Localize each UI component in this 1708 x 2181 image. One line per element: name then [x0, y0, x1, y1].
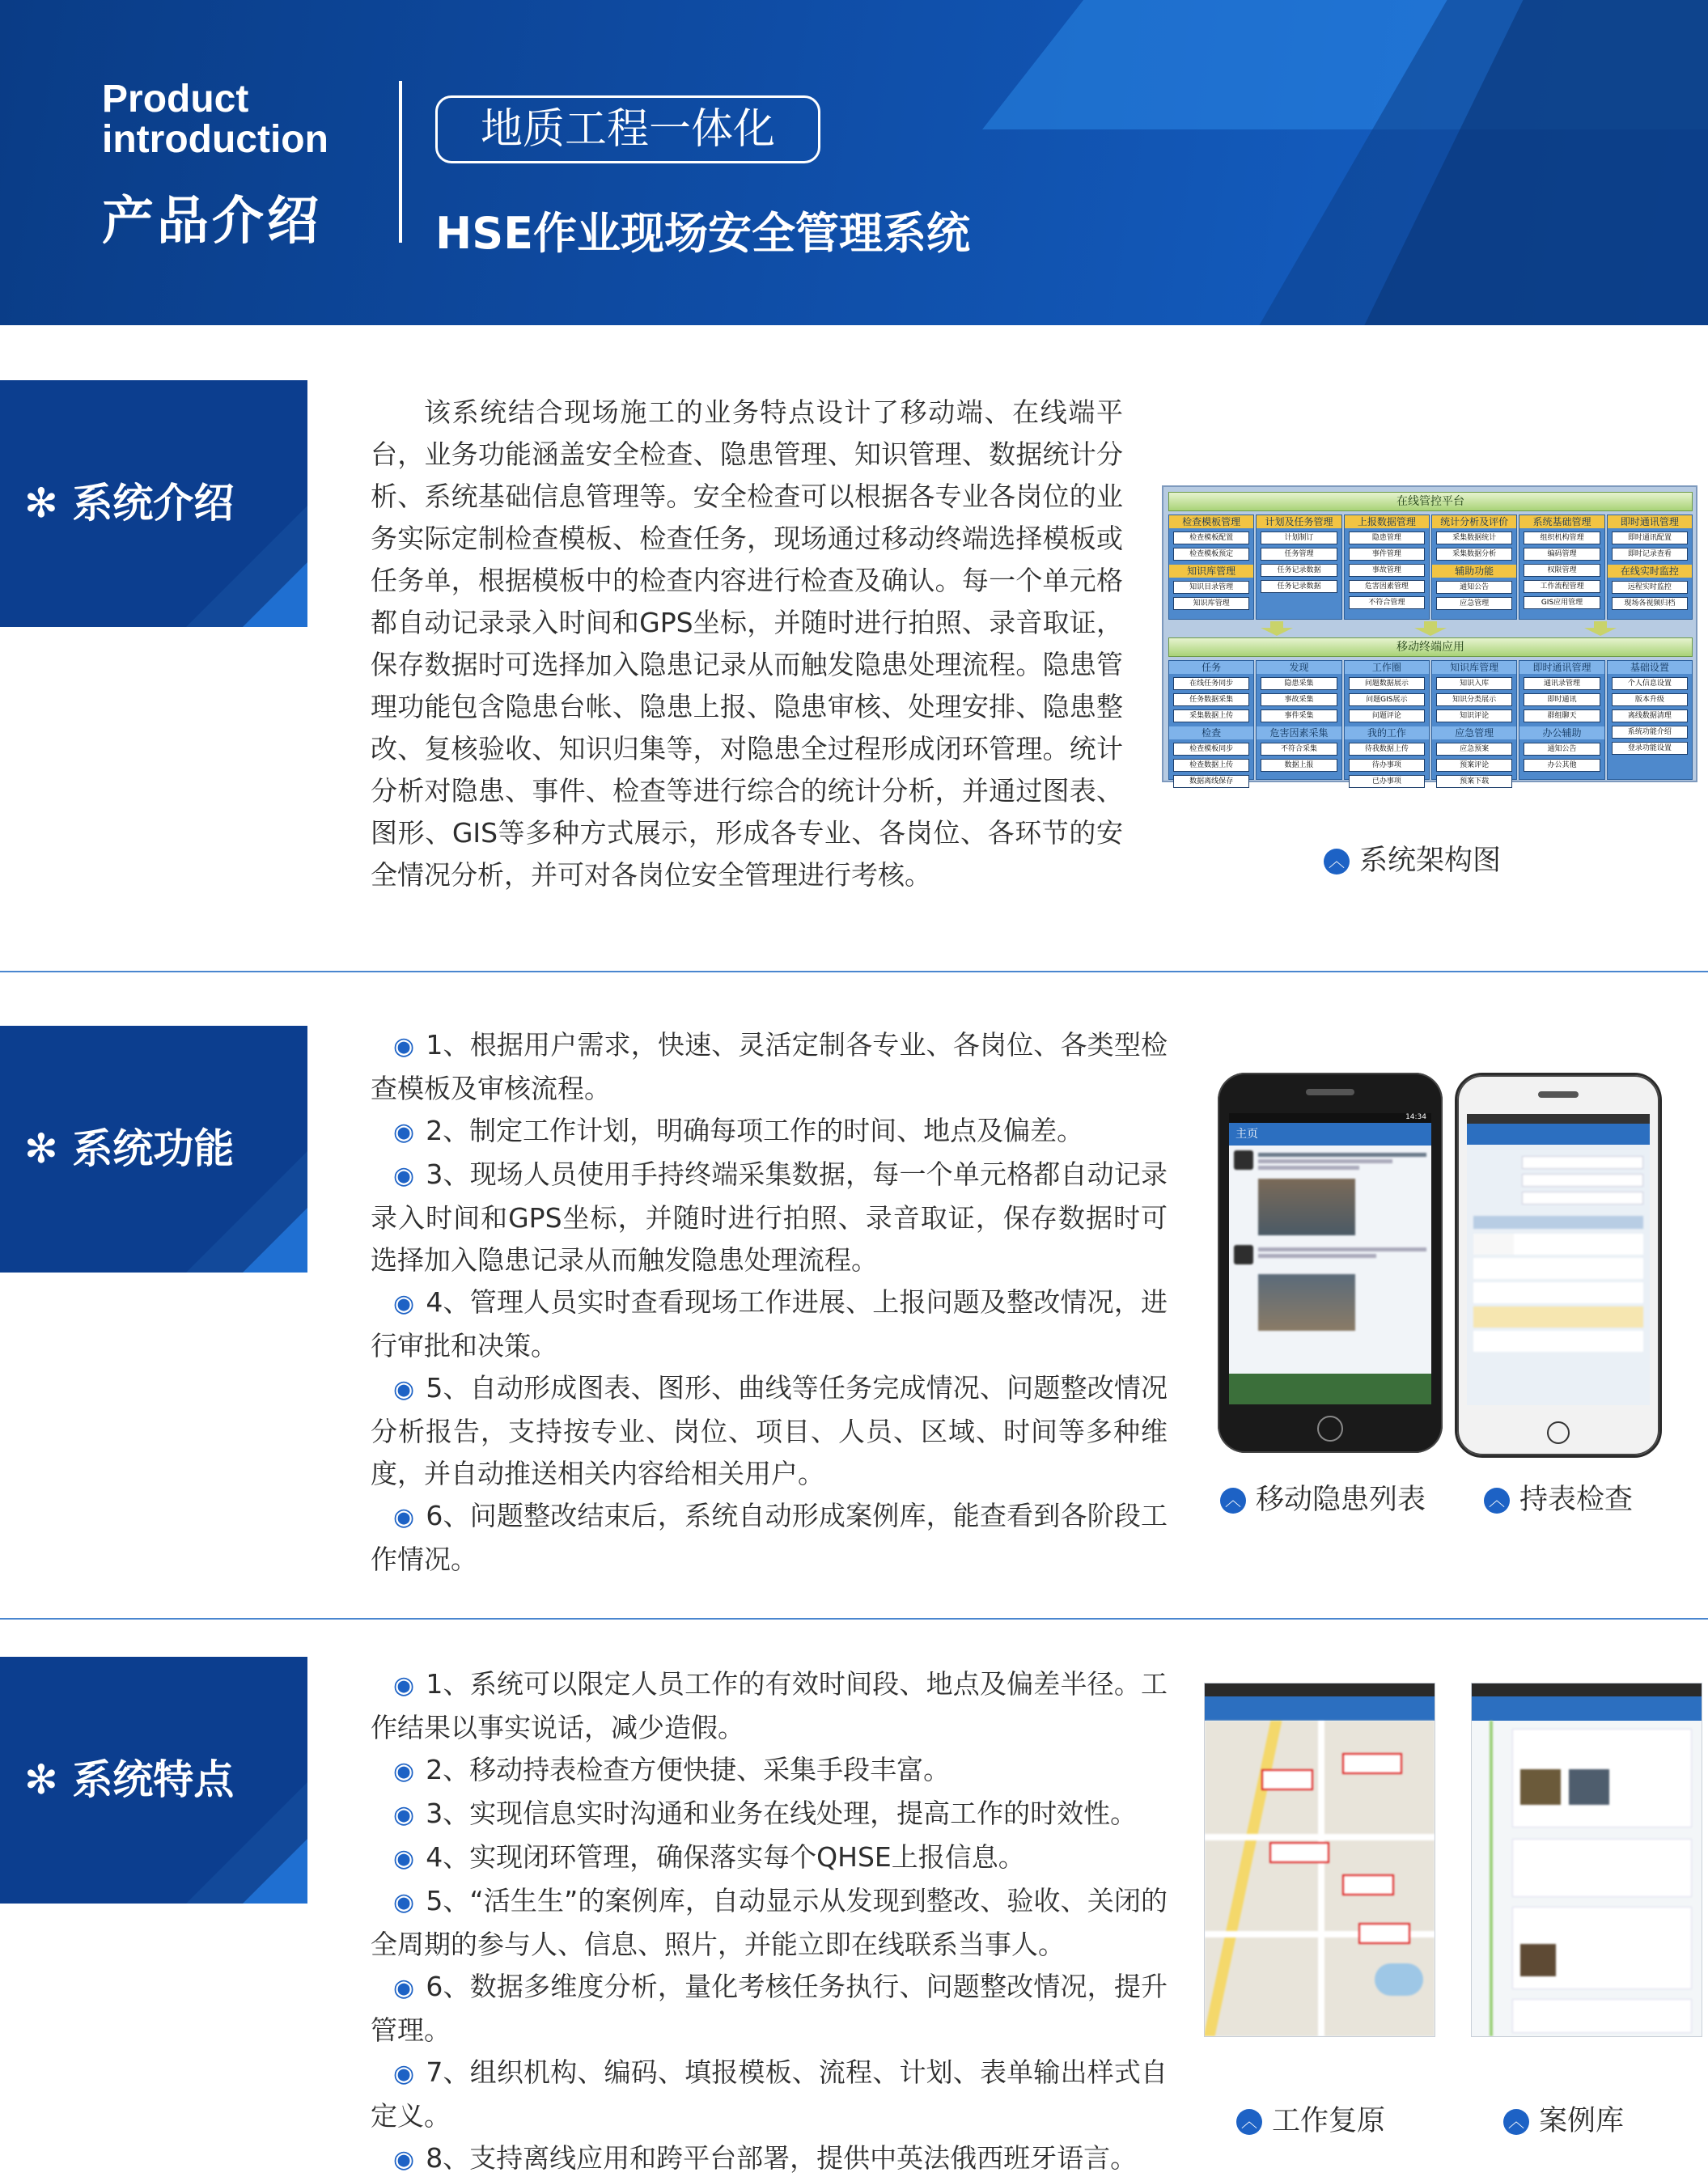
bullet-icon: ◉ [393, 2145, 415, 2174]
diagram-group-title: 统计分析及评价 [1432, 515, 1516, 528]
diagram-cell: 采集数据分析 [1436, 548, 1512, 561]
phone-mockup-table-check [1455, 1073, 1662, 1458]
diagram-cell: 已办事项 [1349, 775, 1425, 788]
diagram-cell: 数据上报 [1261, 759, 1337, 772]
diagram-cell: 个人信息设置 [1612, 677, 1688, 690]
diagram-cell: 问题数据展示 [1349, 677, 1425, 690]
diagram-group [1607, 515, 1693, 620]
product-introduction-cn: 产品介绍 [102, 192, 322, 252]
diagram-cell: 工作流程管理 [1524, 580, 1600, 593]
caption-text: 案例库 [1539, 2105, 1625, 2137]
badge-corner-decor [243, 1839, 307, 1904]
caption-text: 工作复原 [1272, 2105, 1386, 2137]
header-banner [0, 0, 1708, 325]
section-divider [0, 1618, 1708, 1620]
section-badge-features [0, 1026, 307, 1273]
diagram-group-title: 基础设置 [1608, 661, 1692, 674]
diagram-group-title: 检查模板管理 [1169, 515, 1253, 528]
diagram-cell: 即时记录查看 [1612, 548, 1688, 561]
section-title-intro [24, 380, 234, 627]
chevron-up-icon: ︿ [1503, 2109, 1529, 2135]
badge-corner-decor [243, 1208, 307, 1273]
phone-mockup-hazard-list [1218, 1073, 1443, 1453]
asterisk-icon: ✻ [24, 1125, 73, 1172]
diagram-cell: 知识分类展示 [1436, 693, 1512, 706]
diagram-cell: 不符合管理 [1349, 596, 1425, 609]
diagram-group-title: 系统基础管理 [1519, 515, 1604, 528]
section-title-text: 系统介绍 [72, 480, 235, 527]
features-item: ◉ 2、制定工作计划，明确每项工作的时间、地点及偏差。 [393, 1115, 1084, 1146]
traits-item: ◉ 5、“活生生”的案例库，自动显示从发现到整改、验收、关闭的全周期的参与人、信息、照片，并能立即在线联系当事人。 [371, 1885, 1168, 1960]
chevron-up-icon: ︿ [1220, 1488, 1246, 1514]
caption-text: 系统架构图 [1359, 845, 1502, 877]
phone-speaker [1306, 1089, 1354, 1095]
diagram-cell: 知识评论 [1436, 709, 1512, 722]
bullet-icon: ◉ [393, 1032, 415, 1061]
traits-item: ◉ 8、支持离线应用和跨平台部署，提供中英法俄西班牙语言。 [393, 2142, 1138, 2174]
bullet-icon: ◉ [393, 1844, 415, 1873]
diagram-arrow [1414, 621, 1447, 636]
home-button [1317, 1416, 1343, 1442]
diagram-group-title: 工作圈 [1345, 661, 1429, 674]
diagram-cell: 通知公告 [1436, 581, 1512, 594]
diagram-cell: GIS应用管理 [1524, 596, 1600, 609]
category-pill: 地质工程一体化 [435, 95, 820, 163]
bottom-toolbar [1229, 1374, 1431, 1404]
diagram-group [1256, 660, 1341, 780]
diagram-group-title: 计划及任务管理 [1257, 515, 1341, 528]
diagram-cell: 即时通讯配置 [1612, 531, 1688, 544]
bullet-icon: ◉ [393, 1974, 415, 2002]
diagram-group [1431, 660, 1517, 786]
diagram-group-title: 危害因素采集 [1257, 726, 1341, 739]
diagram-group-title: 即时通讯管理 [1608, 515, 1692, 528]
diagram-group [1519, 515, 1604, 620]
phone-screen [1467, 1114, 1650, 1405]
diagram-cell: 检查模板同步 [1173, 743, 1249, 756]
traits-item: ◉ 4、实现闭环管理，确保落实每个QHSE上报信息。 [393, 1841, 1025, 1873]
badge-corner-decor [243, 562, 307, 627]
diagram-group-title: 知识库管理 [1432, 661, 1516, 674]
diagram-group [1256, 515, 1341, 620]
section-badge-traits [0, 1657, 307, 1904]
asterisk-icon: ✻ [24, 1756, 73, 1803]
diagram-cell: 任务记录数据 [1261, 580, 1337, 593]
features-item: ◉ 5、自动形成图表、图形、曲线等任务完成情况、问题整改情况分析报告，支持按专业、岗位、项目、人员、区域、时间等多种维度，并自动推送相关内容给相关用户。 [371, 1372, 1168, 1489]
caption-case-library [1503, 2098, 1624, 2139]
caption-hazard-list [1220, 1477, 1426, 1518]
traits-item: ◉ 2、移动持表检查方便快捷、采集手段丰富。 [393, 1754, 951, 1785]
bullet-icon: ◉ [393, 1503, 415, 1531]
diagram-cell: 事件采集 [1261, 709, 1337, 722]
diagram-cell: 检查模板预定 [1173, 548, 1249, 561]
features-item: ◉ 3、现场人员使用手持终端采集数据，每一个单元格都自动记录录入时间和GPS坐标，并随时进行拍照、录音取证，保存数据时可选择加入隐患记录从而触发隐患处理流程。 [371, 1158, 1168, 1276]
diagram-cell: 知识库管理 [1173, 597, 1249, 610]
traits-item: ◉ 6、数据多维度分析，量化考核任务执行、问题整改情况，提升管理。 [371, 1971, 1168, 2046]
diagram-group [1168, 660, 1254, 786]
traits-item: ◉ 3、实现信息实时沟通和业务在线处理，提高工作的时效性。 [393, 1798, 1138, 1829]
diagram-cell: 事件管理 [1349, 548, 1425, 561]
diagram-group-title: 上报数据管理 [1345, 515, 1429, 528]
traits-item: ◉ 7、组织机构、编码、填报模板、流程、计划、表单输出样式自定义。 [371, 2056, 1168, 2132]
diagram-cell: 任务数据采集 [1173, 693, 1249, 706]
section-title-text: 系统功能 [72, 1125, 235, 1172]
diagram-mid-bar: 移动终端应用 [1168, 637, 1693, 657]
caption-text: 移动隐患列表 [1256, 1484, 1426, 1516]
diagram-cell: 检查数据上传 [1173, 759, 1249, 772]
bullet-icon: ◉ [393, 1162, 415, 1190]
diagram-group-title: 发现 [1257, 661, 1341, 674]
status-bar: 14:34 [1229, 1113, 1431, 1123]
traits-item: ◉ 1、系统可以限定人员工作的有效时间段、地点及偏差半径。工作结果以事实说话，减少造假。 [371, 1668, 1168, 1743]
diagram-group-title: 检查 [1169, 726, 1253, 739]
asterisk-icon: ✻ [24, 480, 73, 527]
diagram-group [1519, 660, 1604, 780]
diagram-cell: 任务管理 [1261, 548, 1337, 561]
diagram-group-title: 即时通讯管理 [1519, 661, 1604, 674]
diagram-group-title: 知识库管理 [1169, 565, 1253, 578]
section-title-features [24, 1026, 234, 1273]
diagram-cell: 问题GIS展示 [1349, 693, 1425, 706]
status-bar [1467, 1114, 1650, 1124]
product-introduction-en [102, 79, 328, 160]
diagram-group [1168, 515, 1254, 620]
diagram-cell: 现场各视频归档 [1612, 597, 1688, 610]
diagram-cell: 预案下载 [1436, 775, 1512, 788]
diagram-cell: 知识目录管理 [1173, 581, 1249, 594]
home-button [1547, 1421, 1570, 1444]
diagram-cell: 权限管理 [1524, 564, 1600, 577]
diagram-cell: 远程实时监控 [1612, 581, 1688, 594]
diagram-cell: 离线数据清理 [1612, 709, 1688, 722]
bullet-icon: ◉ [393, 1671, 415, 1700]
caption-text: 持表检查 [1519, 1484, 1634, 1516]
diagram-group [1431, 515, 1517, 620]
diagram-cell: 应急预案 [1436, 743, 1512, 756]
diagram-cell: 数据离线保存 [1173, 775, 1249, 788]
diagram-cell: 预案评论 [1436, 759, 1512, 772]
intro-paragraph: 该系统结合现场施工的业务特点设计了移动端、在线端平台，业务功能涵盖安全检查、隐患管理、知识管理、数据统计分析、系统基础信息管理等。安全检查可以根据各专业各岗位的业务实际定制检查模板、检查任务，现场通过移动终端选择模板或任务单，根据模板中的检查内容进行检查及确认。每一个单元格都自动记录录入时间和GPS坐标，并随时进行拍照、录音取证，保存数据时可选择加入隐患记录从而触发隐患处理流程。隐患管理功能包含隐患台帐、隐患上报、隐患审核、处理安排、隐患整改、复核验收、知识归集等，对隐患全过程形成闭环管理。统计分析对隐患、事件、检查等进行综合的统计分析，并通过图表、图形、GIS等多种方式展示，形成各专业、各岗位、各环节的安全情况分析，并可对各岗位安全管理进行考核。 [371, 396, 1123, 891]
diagram-cell: 采集数据上传 [1173, 709, 1249, 722]
diagram-cell: 编码管理 [1524, 548, 1600, 561]
traits-list [371, 1663, 1168, 2181]
diagram-cell: 计划制订 [1261, 531, 1337, 544]
diagram-group-title: 应急管理 [1432, 726, 1516, 739]
diagram-cell: 危害因素管理 [1349, 580, 1425, 593]
bullet-icon: ◉ [393, 2060, 415, 2088]
diagram-cell: 问题评论 [1349, 709, 1425, 722]
product-en-line2: introduction [102, 118, 328, 161]
bullet-icon: ◉ [393, 1375, 415, 1404]
diagram-cell: 事故管理 [1349, 564, 1425, 577]
diagram-group [1344, 660, 1430, 786]
chevron-up-icon: ︿ [1236, 2109, 1262, 2135]
architecture-diagram [1162, 485, 1697, 786]
diagram-cell: 在线任务同步 [1173, 677, 1249, 690]
diagram-cell: 版本升级 [1612, 693, 1688, 706]
phone-speaker [1538, 1091, 1579, 1098]
diagram-top-bar: 在线管控平台 [1168, 492, 1693, 511]
diagram-group-title: 办公辅助 [1519, 726, 1604, 739]
caption-architecture [1324, 838, 1501, 879]
screenshot-case-library [1471, 1683, 1702, 2037]
screenshot-work-replay-map [1204, 1683, 1435, 2037]
section-title-text: 系统特点 [72, 1756, 235, 1803]
product-en-line1: Product [102, 78, 249, 121]
diagram-cell: 不符合采集 [1261, 743, 1337, 756]
diagram-group [1607, 660, 1693, 780]
diagram-group [1344, 515, 1430, 620]
section-divider [0, 971, 1708, 972]
features-list [371, 1024, 1168, 1581]
bullet-icon: ◉ [393, 1801, 415, 1829]
features-item: ◉ 1、根据用户需求，快速、灵活定制各专业、各岗位、各类型检查模板及审核流程。 [371, 1029, 1168, 1104]
diagram-arrow [1584, 621, 1617, 636]
diagram-cell: 通知公告 [1524, 743, 1600, 756]
phone-screen [1229, 1113, 1431, 1404]
section-title-traits [24, 1657, 234, 1904]
features-item: ◉ 4、管理人员实时查看现场工作进展、上报问题及整改情况，进行审批和决策。 [371, 1286, 1168, 1362]
diagram-cell: 办公其他 [1524, 759, 1600, 772]
diagram-cell: 即时通讯 [1524, 693, 1600, 706]
diagram-cell: 待办事项 [1349, 759, 1425, 772]
diagram-cell: 知识入库 [1436, 677, 1512, 690]
diagram-cell: 组织机构管理 [1524, 531, 1600, 544]
bullet-icon: ◉ [393, 1118, 415, 1146]
app-title-bar: 主页 [1229, 1123, 1431, 1146]
diagram-cell: 检查模板配置 [1173, 531, 1249, 544]
diagram-cell: 应急管理 [1436, 597, 1512, 610]
diagram-cell: 群组聊天 [1524, 709, 1600, 722]
diagram-cell: 待我数据上传 [1349, 743, 1425, 756]
system-title: HSE作业现场安全管理系统 [435, 208, 970, 259]
bullet-icon: ◉ [393, 1757, 415, 1785]
diagram-group-title: 在线实时监控 [1608, 565, 1692, 578]
features-item: ◉ 6、问题整改结束后，系统自动形成案例库，能查看到各阶段工作情况。 [371, 1500, 1168, 1575]
app-title-bar [1467, 1124, 1650, 1145]
diagram-cell: 系统功能介绍 [1612, 726, 1688, 739]
diagram-group-title: 我的工作 [1345, 726, 1429, 739]
diagram-cell: 隐患管理 [1349, 531, 1425, 544]
section-badge-intro [0, 380, 307, 627]
header-divider [399, 81, 402, 243]
bullet-icon: ◉ [393, 1888, 415, 1916]
diagram-cell: 事故采集 [1261, 693, 1337, 706]
diagram-group-title: 辅助功能 [1432, 565, 1516, 578]
intro-paragraph-block [371, 392, 1123, 896]
caption-table-check [1484, 1477, 1633, 1518]
diagram-cell: 任务记录数据 [1261, 564, 1337, 577]
chevron-up-icon: ︿ [1324, 849, 1350, 875]
chevron-up-icon: ︿ [1484, 1488, 1510, 1514]
diagram-arrow [1261, 621, 1293, 636]
caption-work-replay [1236, 2098, 1385, 2139]
diagram-cell: 隐患采集 [1261, 677, 1337, 690]
diagram-group-title: 任务 [1169, 661, 1253, 674]
diagram-cell: 采集数据统计 [1436, 531, 1512, 544]
diagram-cell: 登录功能设置 [1612, 742, 1688, 755]
bullet-icon: ◉ [393, 1290, 415, 1318]
diagram-cell: 通讯录管理 [1524, 677, 1600, 690]
